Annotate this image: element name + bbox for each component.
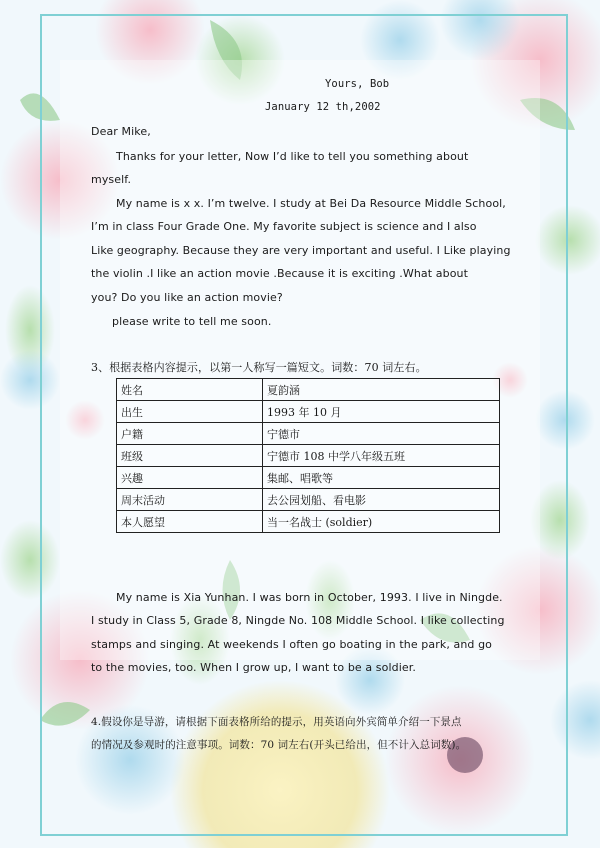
table-value: 集邮、唱歌等	[263, 467, 500, 489]
letter-paragraph-1-line: Thanks for your letter, Now I’d like to tell you something about	[116, 150, 469, 163]
table-value: 宁德市 108 中学八年级五班	[263, 445, 500, 467]
question-4-prompt-line: 的情况及参观时的注意事项。词数：70 词左右(开头已给出，但不计入总词数)。	[91, 739, 467, 751]
table-value: 夏韵涵	[263, 379, 500, 401]
table-value: 宁德市	[263, 423, 500, 445]
info-table	[116, 378, 500, 533]
letter-paragraph-2-line: the violin .I like an action movie .Because it is exciting .What about	[91, 267, 469, 280]
table-row	[117, 401, 500, 423]
table-value: 去公园划船、看电影	[263, 489, 500, 511]
letter-paragraph-2-line: you? Do you like an action movie?	[91, 291, 283, 304]
letter-paragraph-2-line: My name is x x. I’m twelve. I study at Bei Da Resource Middle School,	[116, 197, 506, 210]
table-value: 当一名战士 (soldier)	[263, 511, 500, 533]
table-label: 户籍	[117, 423, 263, 445]
table-label: 本人愿望	[117, 511, 263, 533]
table-row	[117, 445, 500, 467]
question-4-prompt-line: 4.假设你是导游，请根据下面表格所给的提示，用英语向外宾简单介绍一下景点	[91, 716, 462, 728]
table-row	[117, 489, 500, 511]
table-label: 姓名	[117, 379, 263, 401]
table-label: 兴趣	[117, 467, 263, 489]
table-row	[117, 467, 500, 489]
table-label: 出生	[117, 401, 263, 423]
letter-greeting: Dear Mike,	[91, 125, 151, 138]
letter-sign-off: Yours, Bob	[325, 78, 390, 90]
letter-paragraph-1-line: myself.	[91, 173, 132, 186]
table-value: 1993 年 10 月	[263, 401, 500, 423]
answer-line: I study in Class 5, Grade 8, Ningde No. 108 Middle School. I like collecting	[91, 614, 505, 627]
letter-date: January 12 th,2002	[265, 101, 381, 113]
table-label: 班级	[117, 445, 263, 467]
letter-paragraph-2-line: Like geography. Because they are very important and useful. I Like playing	[91, 244, 511, 257]
table-label: 周末活动	[117, 489, 263, 511]
letter-paragraph-2-line: I’m in class Four Grade One. My favorite subject is science and I also	[91, 220, 477, 233]
answer-line: My name is Xia Yunhan. I was born in October, 1993. I live in Ningde.	[116, 591, 503, 604]
table-row	[117, 511, 500, 533]
table-row	[117, 379, 500, 401]
question-3-prompt: 3、根据表格内容提示，以第一人称写一篇短文。词数：70 词左右。	[91, 361, 427, 374]
letter-closing-line: please write to tell me soon.	[112, 315, 272, 328]
table-row	[117, 423, 500, 445]
answer-line: to the movies, too. When I grow up, I want to be a soldier.	[91, 661, 416, 674]
answer-line: stamps and singing. At weekends I often go boating in the park, and go	[91, 638, 493, 651]
